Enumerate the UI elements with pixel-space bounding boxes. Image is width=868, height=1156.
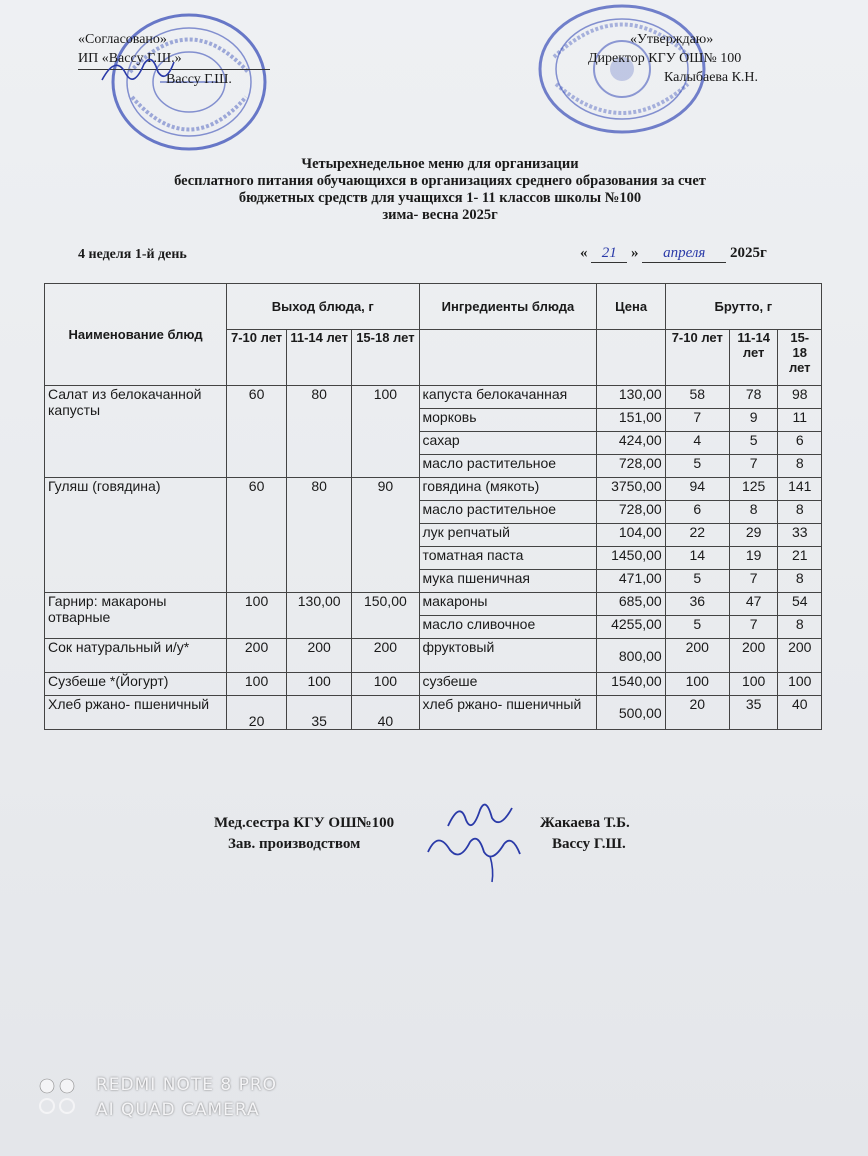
approval-right-line1: «Утверждаю» [630,32,714,47]
gross-15-18: 8 [778,455,822,478]
gross-15-18: 98 [778,386,822,409]
ingredient-name: фруктовый [419,639,597,673]
table-row [45,673,822,696]
gross-15-18: 21 [778,547,822,570]
approval-right-line2: Директор КГУ ОШ№ 100 [588,51,742,66]
watermark-line2: AI QUAD CAMERA [96,1100,260,1120]
dish-name-cell: Салат из белокачанной капусты [45,386,227,478]
ingredient-price: 685,00 [597,593,665,616]
day-label: 4 неделя 1-й день [78,247,187,262]
gross-7-10: 6 [665,501,729,524]
dish-name-cell: Сузбеше *(Йогурт) [45,673,227,696]
dish-yield-7-10: 20 [227,696,287,730]
dish-yield-15-18: 100 [352,386,419,478]
header-gross: Брутто, г [665,284,821,330]
gross-7-10: 36 [665,593,729,616]
gross-15-18: 40 [778,696,822,730]
header-age-15-18: 15-18 лет [352,330,419,386]
ingredient-price: 1540,00 [597,673,665,696]
gross-15-18: 8 [778,501,822,524]
table-row [45,593,822,616]
gross-15-18: 11 [778,409,822,432]
ingredient-name: мука пшеничная [419,570,597,593]
gross-11-14: 19 [729,547,778,570]
title-line3: бюджетных средств для учащихся 1- 11 классов школы №100 [238,190,642,206]
dish-name-cell: Хлеб ржано- пшеничный [45,696,227,730]
gross-7-10: 7 [665,409,729,432]
ingredient-name: сахар [419,432,597,455]
header-dish: Наименование блюд [45,284,227,386]
gross-11-14: 29 [729,524,778,547]
gross-11-14: 47 [729,593,778,616]
camera-logo-icon [36,1076,80,1121]
approval-right [588,30,758,87]
ingredient-price: 130,00 [597,386,665,409]
gross-15-18: 8 [778,616,822,639]
table-row [45,386,822,409]
gross-11-14: 7 [729,570,778,593]
title-line4: зима- весна 2025г [382,207,498,223]
dish-yield-7-10: 100 [227,673,287,696]
gross-15-18: 8 [778,570,822,593]
manager-name: Вассу Г.Ш. [552,836,626,852]
nurse-title: Мед.сестра КГУ ОШ№100 [214,815,395,831]
gross-15-18: 33 [778,524,822,547]
dish-yield-11-14: 35 [287,696,352,730]
gross-7-10: 22 [665,524,729,547]
ingredient-name: масло растительное [419,455,597,478]
date-month: апреля [642,245,726,263]
header-yield: Выход блюда, г [227,284,419,330]
date-open-quote: « [580,245,588,261]
gross-7-10: 58 [665,386,729,409]
gross-11-14: 9 [729,409,778,432]
ingredient-price: 3750,00 [597,478,665,501]
approval-left-line2: ИП «Вассу Г.Ш.» [78,51,182,66]
dish-yield-15-18: 90 [352,478,419,593]
dish-yield-11-14: 200 [287,639,352,673]
dish-name-cell: Гуляш (говядина) [45,478,227,593]
date-year: 2025г [730,245,767,261]
dish-yield-11-14: 80 [287,386,352,478]
header-empty-price [597,330,665,386]
gross-11-14: 8 [729,501,778,524]
ingredient-price: 104,00 [597,524,665,547]
gross-7-10: 5 [665,570,729,593]
ingredient-name: томатная паста [419,547,597,570]
dish-yield-11-14: 130,00 [287,593,352,639]
dish-name-cell: Гарнир: макароны отварные [45,593,227,639]
title-line2: бесплатного питания обучающихся в организациях среднего образования за счет [174,173,706,189]
ingredient-price: 800,00 [597,639,665,673]
ingredient-price: 4255,00 [597,616,665,639]
dish-yield-15-18: 40 [352,696,419,730]
gross-7-10: 5 [665,455,729,478]
table-row [45,696,822,730]
title-line1: Четырехнедельное меню для организации [301,156,579,172]
header-age-7-10: 7-10 лет [227,330,287,386]
ingredient-name: сузбеше [419,673,597,696]
gross-15-18: 141 [778,478,822,501]
handwritten-signatures [420,790,540,885]
header-empty-ingredients [419,330,597,386]
table-row [45,478,822,501]
dish-yield-7-10: 60 [227,386,287,478]
dish-yield-7-10: 200 [227,639,287,673]
dish-yield-15-18: 100 [352,673,419,696]
dish-yield-11-14: 80 [287,478,352,593]
ingredient-price: 728,00 [597,501,665,524]
ingredient-name: масло растительное [419,501,597,524]
header-price: Цена [597,284,665,330]
ingredient-name: хлеб ржано- пшеничный [419,696,597,730]
dish-yield-11-14: 100 [287,673,352,696]
gross-7-10: 94 [665,478,729,501]
date-day: 21 [591,245,627,263]
header-gross-age-15-18: 15- 18 лет [778,330,822,386]
header-gross-age-7-10: 7-10 лет [665,330,729,386]
manager-title: Зав. производством [228,836,361,852]
nurse-name: Жакаева Т.Б. [540,815,630,831]
header-gross-age-11-14: 11-14 лет [729,330,778,386]
ingredient-price: 471,00 [597,570,665,593]
dish-name-cell: Сок натуральный и/у* [45,639,227,673]
menu-table [44,283,822,730]
gross-11-14: 7 [729,455,778,478]
gross-11-14: 100 [729,673,778,696]
ingredient-name: морковь [419,409,597,432]
date-close-quote: » [631,245,639,261]
approval-left-line3: Вассу Г.Ш. [78,69,270,89]
gross-7-10: 5 [665,616,729,639]
gross-7-10: 20 [665,696,729,730]
ingredient-price: 424,00 [597,432,665,455]
gross-7-10: 100 [665,673,729,696]
ingredient-price: 1450,00 [597,547,665,570]
ingredient-name: лук репчатый [419,524,597,547]
ingredient-price: 728,00 [597,455,665,478]
gross-11-14: 125 [729,478,778,501]
gross-7-10: 14 [665,547,729,570]
gross-15-18: 54 [778,593,822,616]
left-signature-scribble [96,50,176,90]
watermark-line1: REDMI NOTE 8 PRO [96,1075,278,1095]
gross-11-14: 200 [729,639,778,673]
ingredient-price: 151,00 [597,409,665,432]
dish-yield-7-10: 100 [227,593,287,639]
gross-11-14: 7 [729,616,778,639]
dish-yield-15-18: 150,00 [352,593,419,639]
table-row [45,639,822,673]
header-ingredients: Ингредиенты блюда [419,284,597,330]
date-line [580,245,767,263]
gross-7-10: 200 [665,639,729,673]
gross-11-14: 78 [729,386,778,409]
header-age-11-14: 11-14 лет [287,330,352,386]
ingredient-name: макароны [419,593,597,616]
approval-right-line3: Калыбаева К.Н. [664,70,759,85]
dish-yield-15-18: 200 [352,639,419,673]
ingredient-name: говядина (мякоть) [419,478,597,501]
menu-body [45,386,822,730]
gross-15-18: 100 [778,673,822,696]
gross-15-18: 6 [778,432,822,455]
gross-15-18: 200 [778,639,822,673]
menu-title [70,156,810,224]
approval-left-line1: «Согласовано» [78,32,167,47]
gross-11-14: 5 [729,432,778,455]
ingredient-name: масло сливочное [419,616,597,639]
ingredient-price: 500,00 [597,696,665,730]
gross-7-10: 4 [665,432,729,455]
ingredient-name: капуста белокачанная [419,386,597,409]
dish-yield-7-10: 60 [227,478,287,593]
gross-11-14: 35 [729,696,778,730]
